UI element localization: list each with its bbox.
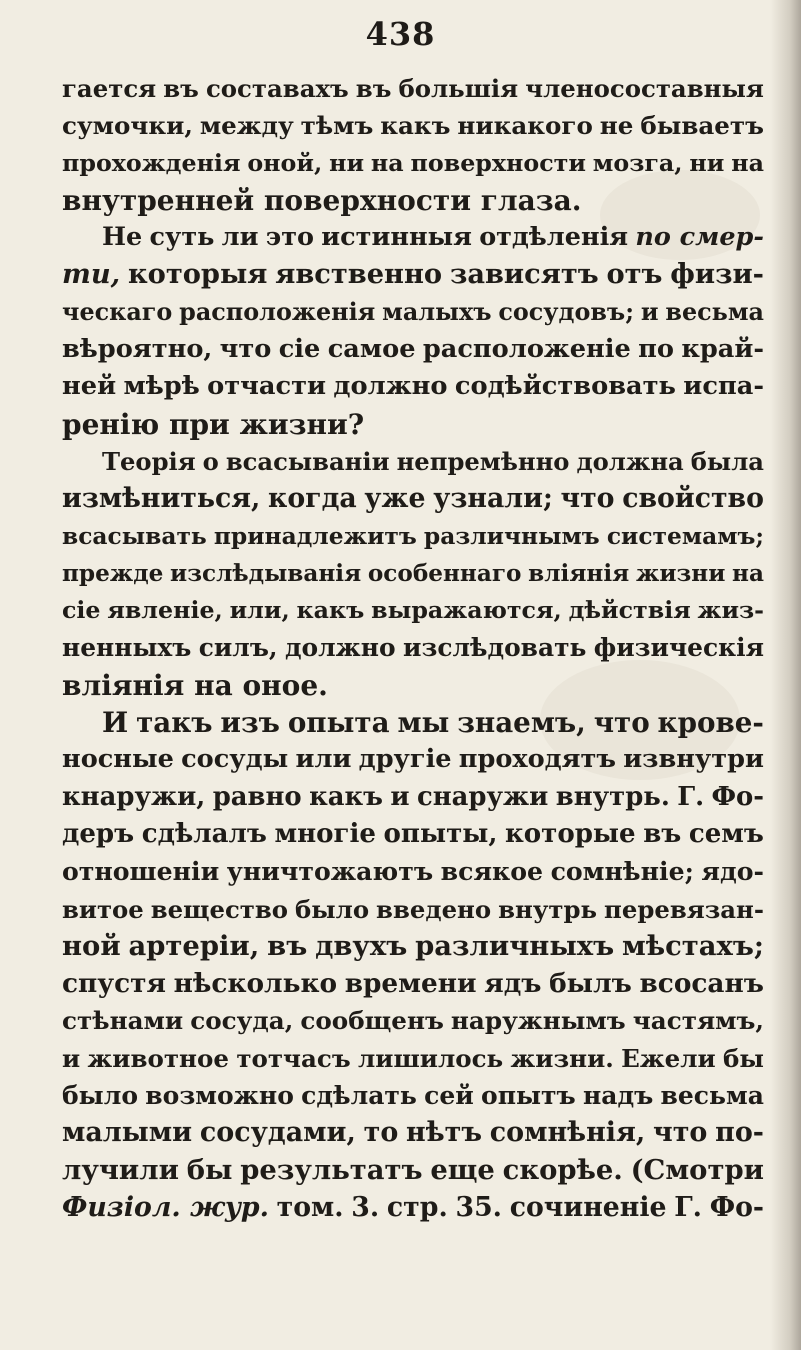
word: гается: [62, 74, 157, 103]
page-number: 438: [365, 15, 436, 53]
text-line: [62, 704, 764, 741]
word: что: [653, 1117, 708, 1149]
word: истинныя: [321, 222, 472, 253]
text-line: [62, 368, 764, 405]
word: носные: [62, 744, 174, 775]
word: выражаются,: [371, 596, 562, 625]
text-line: [62, 1114, 764, 1151]
word: сіе: [62, 596, 101, 625]
word: на: [731, 148, 764, 177]
word: жиз-: [697, 596, 764, 625]
word: сосудовъ;: [498, 297, 635, 326]
word: времени: [344, 968, 477, 1000]
word: уже: [364, 483, 426, 515]
word: И: [102, 706, 129, 740]
word: должна: [576, 446, 684, 476]
word: жизни: [635, 559, 726, 587]
word: опыты,: [383, 818, 498, 849]
word: том.: [276, 1191, 344, 1223]
text-line: [62, 928, 764, 965]
word: которыя: [127, 258, 268, 291]
word: весьма: [665, 297, 764, 326]
text-line: [62, 1189, 764, 1226]
text-line: [62, 294, 764, 331]
word: содѣйствовать: [454, 371, 676, 402]
word: и: [62, 1043, 81, 1073]
word: тотчасъ: [236, 1043, 351, 1073]
word: которые: [505, 818, 636, 849]
text-line: [62, 219, 764, 256]
word: малыхъ: [382, 297, 492, 326]
word: не: [599, 111, 634, 141]
word: Ежели: [621, 1043, 716, 1073]
word: въ: [355, 74, 392, 103]
word: что: [560, 483, 615, 515]
word: оной,: [247, 148, 323, 177]
word: принадлежитъ: [213, 521, 417, 550]
word: вліянія на оное.: [62, 668, 328, 702]
word: сей: [424, 1081, 474, 1111]
word: наружнымъ: [450, 1006, 626, 1036]
word: Не: [102, 222, 143, 253]
word: Г.: [674, 1191, 702, 1223]
word: мозга,: [592, 148, 683, 177]
word: по: [638, 334, 674, 365]
word: спустя: [62, 968, 166, 1000]
word: дѣйствія: [568, 596, 691, 625]
word: внутрь: [498, 894, 598, 924]
word: всасываніи: [225, 446, 390, 476]
word: о: [202, 446, 219, 476]
word: знаемъ,: [457, 706, 586, 740]
word: должно: [284, 633, 396, 663]
word: измѣниться,: [62, 483, 261, 515]
word: сомнѣніе;: [550, 856, 694, 887]
word: изслѣдыванія: [170, 559, 362, 587]
word: особеннаго: [367, 559, 522, 587]
word: сіе: [278, 334, 321, 365]
word: Фо-: [709, 1191, 764, 1223]
text-line: [62, 443, 764, 480]
word: въ: [163, 74, 199, 103]
word: край-: [681, 334, 764, 365]
word: что: [219, 334, 272, 365]
text-line: [62, 1040, 764, 1077]
word: было: [295, 894, 370, 924]
word: въ: [643, 818, 682, 849]
word: сомнѣнія,: [489, 1117, 646, 1149]
text-line: [62, 816, 764, 853]
word: какъ: [309, 781, 384, 812]
italic-word: ти,: [62, 258, 121, 291]
word: (Смотри: [630, 1153, 764, 1186]
text-line: [62, 518, 764, 555]
word: отчасти: [207, 371, 327, 402]
word: проходятъ: [458, 744, 616, 775]
word: тѣмъ: [300, 111, 374, 141]
word: прежде: [62, 559, 164, 587]
italic-word: по смер-: [635, 222, 764, 253]
word: возможно: [145, 1081, 294, 1111]
word: еще: [430, 1153, 495, 1186]
word: сочиненіе: [509, 1191, 667, 1223]
word: было: [62, 1081, 139, 1111]
text-line: [62, 592, 764, 629]
word: системамъ;: [606, 521, 764, 550]
text-line: [62, 891, 764, 928]
word: расположеніе: [422, 334, 631, 365]
text-line: [62, 1152, 764, 1189]
word: деръ: [62, 818, 135, 849]
word: мы: [397, 706, 450, 740]
word: ненныхъ: [62, 633, 192, 663]
text-line: [62, 629, 764, 666]
word: и: [640, 297, 659, 326]
text-line: [62, 145, 764, 182]
word: сосуды: [181, 744, 289, 775]
word: сосуда,: [190, 1006, 294, 1036]
word: свойство: [622, 483, 764, 515]
word: равно: [212, 781, 302, 812]
word: членосоставныя: [525, 74, 764, 103]
word: вѣроятно,: [62, 334, 213, 365]
word: ли: [221, 222, 259, 253]
word: явственно: [275, 258, 443, 291]
word: другіе: [358, 744, 452, 775]
word: ней: [62, 371, 117, 402]
word: суть: [149, 222, 215, 253]
word: ядо-: [701, 856, 764, 887]
word: различныхъ: [415, 929, 615, 962]
word: бываетъ: [640, 111, 764, 141]
word: была: [690, 446, 764, 476]
word: бы: [723, 1043, 764, 1073]
word: стр.: [386, 1191, 448, 1223]
word: нѣсколько: [173, 968, 338, 1000]
word: малыми: [62, 1117, 193, 1149]
word: перевязан-: [604, 894, 764, 924]
word: непремѣнно: [396, 446, 570, 476]
word: мѣстахъ;: [622, 929, 764, 962]
word: между: [199, 111, 294, 141]
word: зависятъ: [449, 258, 599, 291]
word: жизни.: [510, 1043, 614, 1073]
word: сообщенъ: [300, 1006, 444, 1036]
word: на: [732, 559, 764, 587]
word: вещество: [150, 894, 289, 924]
word: изслѣдовать: [403, 633, 587, 663]
word: многіе: [274, 818, 376, 849]
word: испа-: [683, 371, 764, 402]
body-text: [62, 70, 764, 1226]
word: въ: [267, 929, 308, 962]
italic-word: Физіол. жур.: [62, 1191, 269, 1223]
text-line: [62, 667, 764, 704]
word: поверхности: [410, 148, 586, 177]
word: на: [370, 148, 404, 177]
word: 3.: [351, 1191, 380, 1223]
word: изъ: [220, 706, 280, 740]
word: результатъ: [240, 1153, 423, 1186]
word: двухъ: [315, 929, 408, 962]
word: большія: [398, 74, 519, 103]
text-line: [62, 256, 764, 293]
word: какъ: [296, 596, 365, 625]
word: Теорія: [102, 446, 196, 476]
text-line: [62, 182, 764, 219]
word: лучили: [62, 1153, 179, 1186]
text-line: [62, 555, 764, 592]
word: внутренней поверхности глаза.: [62, 183, 582, 217]
word: надъ: [582, 1081, 654, 1111]
word: семъ: [688, 818, 764, 849]
word: самое: [327, 334, 416, 365]
word: или,: [229, 596, 290, 625]
word: стѣнами: [62, 1006, 184, 1036]
word: былъ: [549, 968, 632, 1000]
word: артеріи,: [128, 929, 260, 962]
text-line: [62, 331, 764, 368]
word: бы: [186, 1153, 233, 1186]
word: ядъ: [484, 968, 542, 1000]
word: крове-: [657, 706, 764, 740]
word: это: [265, 222, 315, 253]
word: внутрь.: [555, 781, 670, 812]
word: явленіе,: [107, 596, 223, 625]
word: ренію при жизни?: [62, 407, 365, 441]
text-line: [62, 406, 764, 443]
word: сосудами,: [199, 1117, 356, 1149]
word: мѣрѣ: [123, 371, 200, 402]
word: ной: [62, 929, 121, 962]
word: ни: [689, 148, 725, 177]
word: отношеніи: [62, 856, 220, 887]
word: силъ,: [198, 633, 278, 663]
word: извнутри: [623, 744, 764, 775]
word: отдѣленія: [479, 222, 629, 253]
word: сдѣлать: [301, 1081, 417, 1111]
text-line: [62, 107, 764, 144]
word: весьма: [660, 1081, 764, 1111]
word: физическія: [593, 633, 764, 663]
text-line: [62, 741, 764, 778]
text-line: [62, 70, 764, 107]
word: должно: [333, 371, 448, 402]
text-line: [62, 1077, 764, 1114]
text-line: [62, 1002, 764, 1039]
word: всасывать: [62, 521, 207, 550]
word: лишилось: [357, 1043, 504, 1073]
word: снаружи: [416, 781, 549, 812]
word: по-: [715, 1117, 764, 1149]
word: Фо-: [711, 781, 764, 812]
word: введено: [376, 894, 492, 924]
word: и: [390, 781, 410, 812]
word: вліянія: [528, 559, 630, 587]
word: ни: [329, 148, 365, 177]
text-line: [62, 779, 764, 816]
word: 35.: [455, 1191, 502, 1223]
word: прохожденія: [62, 148, 241, 177]
word: отъ: [606, 258, 663, 291]
word: нѣтъ: [406, 1117, 482, 1149]
word: животное: [87, 1043, 229, 1073]
word: такъ: [136, 706, 213, 740]
word: физи-: [670, 258, 764, 291]
word: витое: [62, 894, 144, 924]
word: ческаго: [62, 297, 173, 326]
word: различнымъ: [423, 521, 600, 550]
text-line: [62, 965, 764, 1002]
word: никакого: [457, 111, 593, 141]
word: составахъ: [205, 74, 349, 103]
word: сумочки,: [62, 111, 193, 141]
word: когда: [268, 483, 357, 515]
word: сдѣлалъ: [141, 818, 267, 849]
word: опытъ: [481, 1081, 576, 1111]
text-line: [62, 853, 764, 890]
word: скорѣе.: [502, 1153, 623, 1186]
word: кнаружи,: [62, 781, 206, 812]
word: Г.: [677, 781, 705, 812]
text-line: [62, 480, 764, 517]
word: расположенія: [179, 297, 376, 326]
word: всякое: [440, 856, 544, 887]
word: узнали;: [433, 483, 553, 515]
word: какъ: [380, 111, 451, 141]
word: то: [363, 1117, 399, 1149]
word: частямъ,: [632, 1006, 764, 1036]
word: что: [593, 706, 650, 740]
word: уничтожаютъ: [226, 856, 434, 887]
word: всосанъ: [639, 968, 764, 1000]
word: опыта: [287, 706, 390, 740]
word: или: [295, 744, 352, 775]
